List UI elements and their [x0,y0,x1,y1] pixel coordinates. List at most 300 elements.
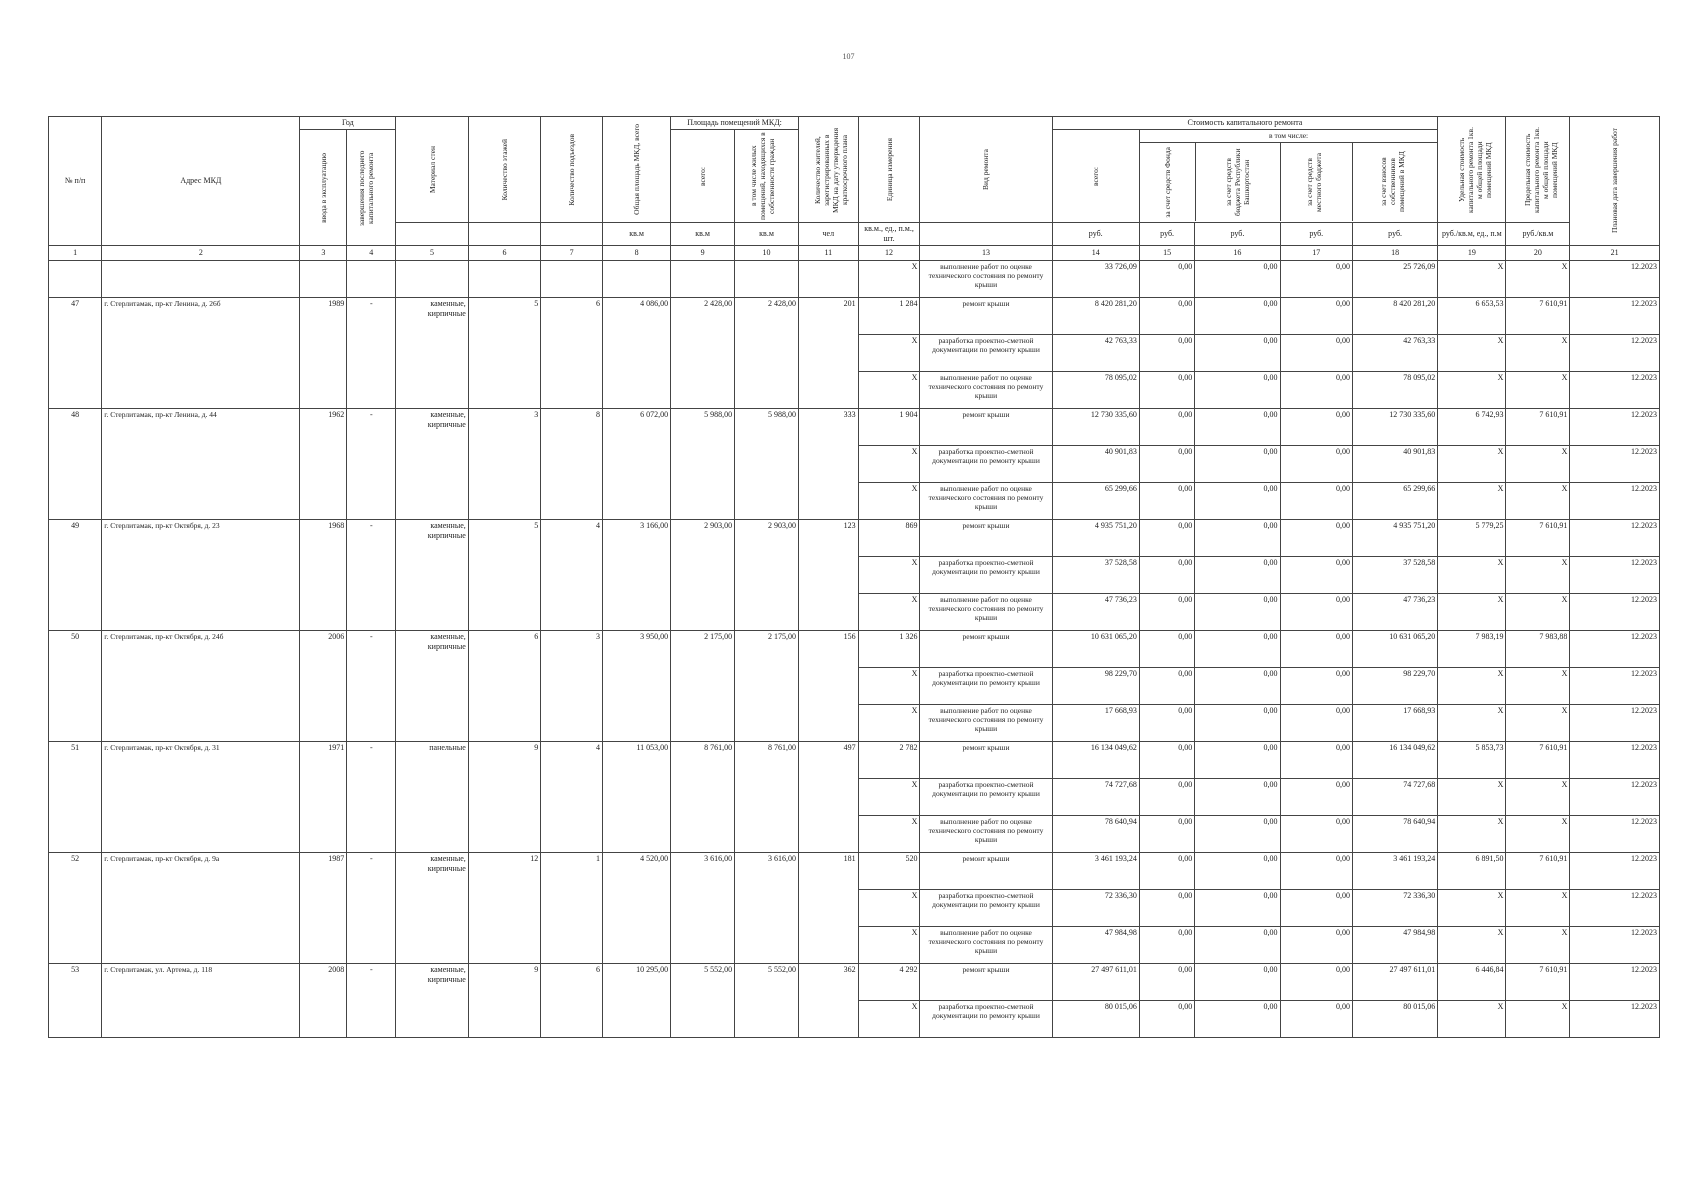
cell-local: 0,00 [1280,631,1352,668]
cell-num: 48 [49,409,102,520]
cell-entr: 6 [541,298,603,409]
cell-year: 1987 [300,853,347,964]
cell-uc: 5 779,25 [1438,520,1506,557]
cell-uc: Х [1438,816,1506,853]
cell-date: 12.2023 [1570,668,1660,705]
cell-rep: 0,00 [1195,335,1280,372]
unit-cell: кв.м [602,223,670,246]
cell-owners: 78 095,02 [1352,372,1437,409]
column-index-cell: 19 [1438,246,1506,261]
cell-rep: 0,00 [1195,631,1280,668]
cell-total: 47 736,23 [1052,594,1139,631]
cell-total: 72 336,30 [1052,890,1139,927]
cell-owners: 42 763,33 [1352,335,1437,372]
cell-fund: 0,00 [1139,483,1194,520]
cell-local: 0,00 [1280,779,1352,816]
cell-owners: 16 134 049,62 [1352,742,1437,779]
cell-total: 98 229,70 [1052,668,1139,705]
entrances-header: Количество подъездов [541,117,603,223]
cell-num: 50 [49,631,102,742]
cell-local: 0,00 [1280,298,1352,335]
cell-work: выполнение работ по оценке технического состояния по ремонту крыши [920,261,1052,298]
cell-mc: Х [1506,483,1570,520]
column-index-cell: 10 [735,246,799,261]
cell-prem_res: 2 428,00 [735,298,799,409]
cell-area: 3 950,00 [602,631,670,742]
cell-rep: 0,00 [1195,557,1280,594]
cell-mc: Х [1506,779,1570,816]
cell-unit: Х [858,483,920,520]
cell-fund: 0,00 [1139,520,1194,557]
cell-date: 12.2023 [1570,927,1660,964]
cost-including-group [1139,130,1437,223]
cell-people: 201 [799,298,859,409]
cell-date: 12.2023 [1570,557,1660,594]
cell-fund: 0,00 [1139,446,1194,483]
cell-fund: 0,00 [1139,816,1194,853]
cell-rep: 0,00 [1195,594,1280,631]
cell-uc: 6 742,93 [1438,409,1506,446]
cell-total: 16 134 049,62 [1052,742,1139,779]
unit-cell: руб. [1352,223,1437,246]
cell-entr: 1 [541,853,603,964]
empty-cell [671,261,735,298]
cell-total: 78 640,94 [1052,816,1139,853]
cell-unit: Х [858,261,920,298]
cell-area: 4 086,00 [602,298,670,409]
wall-material-header: Материал стен [396,117,468,223]
cell-mc: Х [1506,335,1570,372]
table-body [49,246,1660,1038]
cell-year: 2006 [300,631,347,742]
cell-unit: Х [858,446,920,483]
cell-address: г. Стерлитамак, пр-кт Ленина, д. 26б [102,298,300,409]
cell-rep: 0,00 [1195,816,1280,853]
cell-unit: Х [858,1001,920,1038]
unit-cell [920,223,1052,246]
column-index-cell: 6 [468,246,540,261]
cell-work: разработка проектно-сметной документации по ремонту крыши [920,668,1052,705]
cell-work: выполнение работ по оценке технического состояния по ремонту крыши [920,816,1052,853]
cost-total-header: всего: [1052,130,1139,223]
cell-last: - [347,853,396,964]
deadline-header: Плановая дата завершения работ [1570,117,1660,246]
residents-header: Количество жителей, зарегистрированных в МКД на дату утверждения краткосрочного плана [799,117,859,223]
cell-work: разработка проектно-сметной документации по ремонту крыши [920,446,1052,483]
cell-material: каменные, кирпичные [396,520,468,631]
empty-cell [468,261,540,298]
cell-date: 12.2023 [1570,964,1660,1001]
cell-mc: 7 610,91 [1506,409,1570,446]
column-index-cell: 4 [347,246,396,261]
cell-work: разработка проектно-сметной документации по ремонту крыши [920,335,1052,372]
column-index-cell: 1 [49,246,102,261]
cell-mc: 7 983,88 [1506,631,1570,668]
cell-uc: 6 891,50 [1438,853,1506,890]
cell-uc: Х [1438,779,1506,816]
cell-entr: 6 [541,964,603,1038]
cell-people: 123 [799,520,859,631]
cell-prem_res: 5 552,00 [735,964,799,1038]
empty-cell [541,261,603,298]
work-type-header: Вид ремонта [920,117,1052,223]
cell-entr: 3 [541,631,603,742]
column-index-cell: 14 [1052,246,1139,261]
cell-prem_res: 2 175,00 [735,631,799,742]
cell-total: 4 935 751,20 [1052,520,1139,557]
cell-local: 0,00 [1280,483,1352,520]
cell-date: 12.2023 [1570,890,1660,927]
cell-local: 0,00 [1280,409,1352,446]
unit-cell: руб. [1280,223,1352,246]
cell-date: 12.2023 [1570,335,1660,372]
col-num-header: № п/п [49,117,102,246]
column-index-cell: 7 [541,246,603,261]
cell-prem_res: 2 903,00 [735,520,799,631]
cell-num: 47 [49,298,102,409]
column-index-cell: 9 [671,246,735,261]
unit-cell: руб. [1052,223,1139,246]
cell-unit: Х [858,816,920,853]
cell-prem: 5 552,00 [671,964,735,1038]
table-row [49,261,1660,298]
cell-unit: Х [858,668,920,705]
table-row [49,964,1660,1001]
column-index-cell: 16 [1195,246,1280,261]
cell-work: выполнение работ по оценке технического состояния по ремонту крыши [920,927,1052,964]
empty-cell [49,261,102,298]
cell-fund: 0,00 [1139,409,1194,446]
table-row [49,409,1660,446]
cell-work: ремонт крыши [920,409,1052,446]
cell-date: 12.2023 [1570,853,1660,890]
cell-prem: 2 175,00 [671,631,735,742]
cell-fund: 0,00 [1139,557,1194,594]
cell-date: 12.2023 [1570,705,1660,742]
cell-prem_res: 5 988,00 [735,409,799,520]
cell-unit: Х [858,779,920,816]
cell-people: 362 [799,964,859,1038]
cell-mc: Х [1506,372,1570,409]
cell-total: 42 763,33 [1052,335,1139,372]
cell-rep: 0,00 [1195,261,1280,298]
table-row [49,520,1660,557]
cell-fund: 0,00 [1139,631,1194,668]
total-area-header: Общая площадь МКД, всего [602,117,670,223]
cell-date: 12.2023 [1570,779,1660,816]
cell-local: 0,00 [1280,853,1352,890]
cell-last: - [347,520,396,631]
cell-owners: 65 299,66 [1352,483,1437,520]
cell-floors: 12 [468,853,540,964]
cell-owners: 47 984,98 [1352,927,1437,964]
cell-floors: 3 [468,409,540,520]
cell-unit: Х [858,372,920,409]
cell-uc: 6 446,84 [1438,964,1506,1001]
cell-unit: Х [858,705,920,742]
empty-cell [799,261,859,298]
cell-mc: Х [1506,261,1570,298]
col-address-header: Адрес МКД [102,117,300,246]
cell-prem: 2 903,00 [671,520,735,631]
cost-republic-header: за счет средств бюджета Республики Башкортостан [1196,143,1281,221]
cell-mc: Х [1506,668,1570,705]
cell-date: 12.2023 [1570,1001,1660,1038]
cell-rep: 0,00 [1195,668,1280,705]
table-row [49,298,1660,335]
cell-rep: 0,00 [1195,890,1280,927]
cell-date: 12.2023 [1570,298,1660,335]
cell-mc: Х [1506,594,1570,631]
column-index-cell: 18 [1352,246,1437,261]
cell-rep: 0,00 [1195,964,1280,1001]
cell-mc: Х [1506,927,1570,964]
premises-residents-header: в том числе жилых помещений, находящихся в собственности граждан [735,130,799,223]
cell-unit: 1 284 [858,298,920,335]
cell-uc: Х [1438,594,1506,631]
cell-work: разработка проектно-сметной документации по ремонту крыши [920,890,1052,927]
cell-fund: 0,00 [1139,1001,1194,1038]
column-index-cell: 15 [1139,246,1194,261]
empty-cell [102,261,300,298]
unit-cell [396,223,468,246]
unit-cell: кв.м [671,223,735,246]
cell-address: г. Стерлитамак, ул. Артема, д. 118 [102,964,300,1038]
cost-group-header: Стоимость капитального ремонта [1052,117,1438,130]
cell-entr: 4 [541,742,603,853]
cell-rep: 0,00 [1195,1001,1280,1038]
cell-last: - [347,409,396,520]
cell-rep: 0,00 [1195,446,1280,483]
unit-cell: руб. [1139,223,1194,246]
cell-num: 53 [49,964,102,1038]
cell-unit: Х [858,335,920,372]
cell-date: 12.2023 [1570,446,1660,483]
cell-material: каменные, кирпичные [396,298,468,409]
cell-work: разработка проектно-сметной документации по ремонту крыши [920,1001,1052,1038]
cell-work: ремонт крыши [920,853,1052,890]
cell-entr: 4 [541,520,603,631]
cell-owners: 40 901,83 [1352,446,1437,483]
cell-owners: 25 726,09 [1352,261,1437,298]
cell-date: 12.2023 [1570,261,1660,298]
cell-last: - [347,631,396,742]
cell-uc: Х [1438,1001,1506,1038]
cell-material: каменные, кирпичные [396,631,468,742]
cell-local: 0,00 [1280,557,1352,594]
cell-address: г. Стерлитамак, пр-кт Октября, д. 23 [102,520,300,631]
cell-entr: 8 [541,409,603,520]
cell-total: 40 901,83 [1052,446,1139,483]
cell-total: 12 730 335,60 [1052,409,1139,446]
cell-fund: 0,00 [1139,927,1194,964]
table-row [49,742,1660,779]
cell-uc: Х [1438,483,1506,520]
cell-rep: 0,00 [1195,853,1280,890]
cell-unit: Х [858,594,920,631]
cell-mc: Х [1506,557,1570,594]
cell-fund: 0,00 [1139,261,1194,298]
cell-work: выполнение работ по оценке технического состояния по ремонту крыши [920,372,1052,409]
unit-cell: руб./кв.м [1506,223,1570,246]
cell-num: 52 [49,853,102,964]
cell-fund: 0,00 [1139,335,1194,372]
cell-fund: 0,00 [1139,668,1194,705]
cell-fund: 0,00 [1139,853,1194,890]
cell-fund: 0,00 [1139,298,1194,335]
cell-owners: 72 336,30 [1352,890,1437,927]
capital-repair-table [48,116,1660,1038]
cost-local-header: за счет средств местного бюджета [1281,143,1353,221]
cell-material: панельные [396,742,468,853]
cell-unit: 1 904 [858,409,920,446]
cell-people: 497 [799,742,859,853]
cost-owners-header: за счет взносов собственников помещений в МКД [1379,151,1407,213]
unit-cell: кв.м [735,223,799,246]
cell-year: 1968 [300,520,347,631]
cell-local: 0,00 [1280,335,1352,372]
unit-cell: кв.м., ед., п.м., шт. [858,223,920,246]
cell-unit: Х [858,927,920,964]
cell-floors: 9 [468,742,540,853]
year-last-repair-header: завершения последнего капитального ремонта [347,130,396,246]
cell-total: 74 727,68 [1052,779,1139,816]
cell-rep: 0,00 [1195,742,1280,779]
cell-people: 333 [799,409,859,520]
cell-total: 80 015,06 [1052,1001,1139,1038]
cell-num: 51 [49,742,102,853]
cell-uc: Х [1438,446,1506,483]
cell-work: ремонт крыши [920,742,1052,779]
capital-repair-table-sheet [48,116,1660,1038]
cell-fund: 0,00 [1139,372,1194,409]
unit-measure-header: Единица измерения [858,117,920,223]
cell-year: 1989 [300,298,347,409]
cell-address: г. Стерлитамак, пр-кт Октября, д. 24б [102,631,300,742]
cell-local: 0,00 [1280,964,1352,1001]
cell-uc: Х [1438,890,1506,927]
cell-unit: Х [858,890,920,927]
cell-work: ремонт крыши [920,964,1052,1001]
cell-unit: 4 292 [858,964,920,1001]
cell-work: разработка проектно-сметной документации по ремонту крыши [920,557,1052,594]
cell-work: ремонт крыши [920,631,1052,668]
page-number: 107 [842,52,855,61]
cell-date: 12.2023 [1570,520,1660,557]
cell-date: 12.2023 [1570,483,1660,520]
cell-mc: 7 610,91 [1506,298,1570,335]
column-index-cell: 2 [102,246,300,261]
cell-owners: 98 229,70 [1352,668,1437,705]
cell-rep: 0,00 [1195,927,1280,964]
cell-local: 0,00 [1280,816,1352,853]
cell-owners: 37 528,58 [1352,557,1437,594]
cell-uc: 6 653,53 [1438,298,1506,335]
cell-year: 2008 [300,964,347,1038]
cell-prem: 2 428,00 [671,298,735,409]
cell-date: 12.2023 [1570,594,1660,631]
premises-total-header: всего: [671,130,735,223]
cell-mc: 7 610,91 [1506,742,1570,779]
cell-area: 10 295,00 [602,964,670,1038]
cell-date: 12.2023 [1570,816,1660,853]
cell-rep: 0,00 [1195,779,1280,816]
cell-uc: Х [1438,335,1506,372]
cell-fund: 0,00 [1139,890,1194,927]
cell-owners: 8 420 281,20 [1352,298,1437,335]
cell-total: 65 299,66 [1052,483,1139,520]
column-index-cell: 5 [396,246,468,261]
column-index-cell: 21 [1570,246,1660,261]
cell-total: 27 497 611,01 [1052,964,1139,1001]
cell-local: 0,00 [1280,1001,1352,1038]
empty-cell [602,261,670,298]
column-index-cell: 3 [300,246,347,261]
empty-cell [735,261,799,298]
year-group-header: Год [300,117,396,130]
cost-including-header: в том числе: [1140,131,1437,143]
cell-address: г. Стерлитамак, пр-кт Октября, д. 9а [102,853,300,964]
cell-owners: 17 668,93 [1352,705,1437,742]
cell-rep: 0,00 [1195,483,1280,520]
cell-rep: 0,00 [1195,372,1280,409]
cell-work: ремонт крыши [920,298,1052,335]
cell-mc: Х [1506,1001,1570,1038]
cell-rep: 0,00 [1195,409,1280,446]
empty-cell [300,261,347,298]
cell-local: 0,00 [1280,520,1352,557]
cell-floors: 5 [468,520,540,631]
cell-uc: Х [1438,557,1506,594]
cell-last: - [347,964,396,1038]
cell-fund: 0,00 [1139,594,1194,631]
cell-work: выполнение работ по оценке технического состояния по ремонту крыши [920,483,1052,520]
cell-mc: Х [1506,816,1570,853]
cell-mc: Х [1506,705,1570,742]
empty-cell [396,261,468,298]
cell-date: 12.2023 [1570,372,1660,409]
cell-people: 156 [799,631,859,742]
unit-cost-header: Удельная стоимость капитального ремонта 1кв. м общей площади помещений МКД [1438,117,1506,223]
cell-owners: 3 461 193,24 [1352,853,1437,890]
cell-prem_res: 3 616,00 [735,853,799,964]
cell-local: 0,00 [1280,372,1352,409]
cell-uc: Х [1438,927,1506,964]
cell-prem: 5 988,00 [671,409,735,520]
cell-fund: 0,00 [1139,705,1194,742]
cell-floors: 6 [468,631,540,742]
cell-last: - [347,298,396,409]
unit-cell: руб. [1195,223,1280,246]
cell-prem: 8 761,00 [671,742,735,853]
column-index-cell: 12 [858,246,920,261]
cell-owners: 10 631 065,20 [1352,631,1437,668]
cell-owners: 78 640,94 [1352,816,1437,853]
cell-year: 1962 [300,409,347,520]
cell-date: 12.2023 [1570,631,1660,668]
cell-unit: 1 326 [858,631,920,668]
year-commission-header: ввода в эксплуатацию [300,130,347,246]
cell-local: 0,00 [1280,446,1352,483]
cell-owners: 47 736,23 [1352,594,1437,631]
cell-area: 4 520,00 [602,853,670,964]
cell-owners: 27 497 611,01 [1352,964,1437,1001]
cell-total: 37 528,58 [1052,557,1139,594]
column-index-cell: 13 [920,246,1052,261]
unit-cell [541,223,603,246]
cell-owners: 74 727,68 [1352,779,1437,816]
cell-last: - [347,742,396,853]
